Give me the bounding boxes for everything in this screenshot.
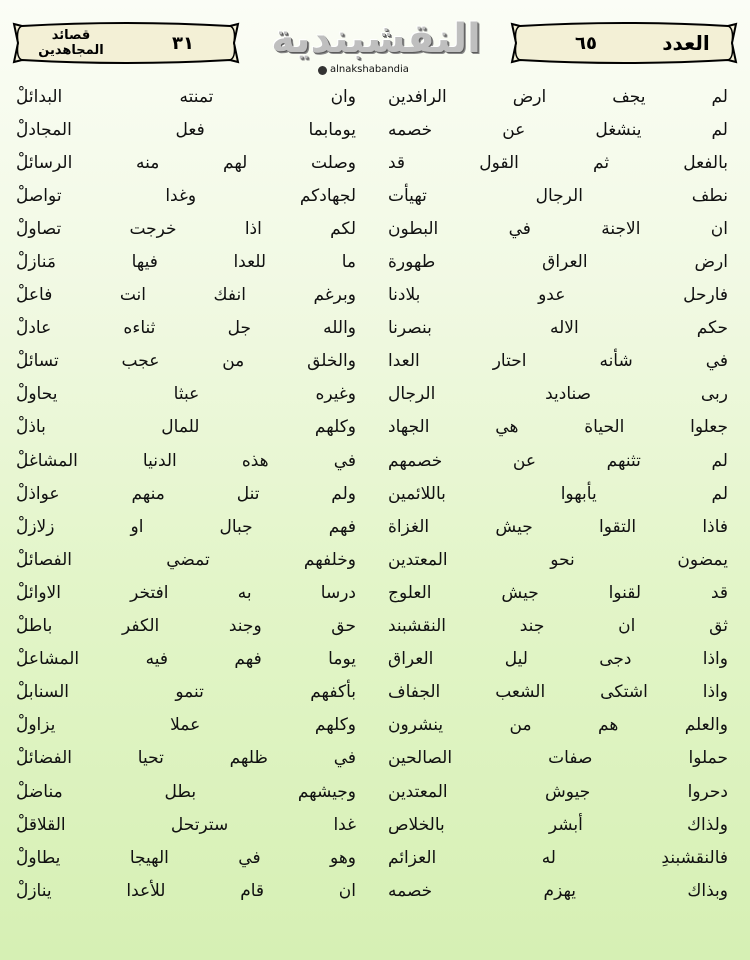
poem-number: ٣١ [172, 32, 194, 54]
site-logo [268, 14, 484, 78]
first-hemistich: بالفعل ثم القول قد [388, 152, 728, 173]
second-hemistich: وجيشهم بطل مناضلْ [16, 781, 356, 802]
poem-number-banner [8, 18, 244, 68]
poem-body [0, 80, 750, 950]
second-hemistich: في هذه الدنيا المشاغلْ [16, 450, 356, 471]
second-hemistich: ولم تنل منهم عواذلْ [16, 483, 356, 504]
couplet-row [0, 345, 750, 378]
couplet-row [0, 411, 750, 444]
couplet-row [0, 179, 750, 212]
logo-bullet-icon [318, 66, 327, 75]
first-hemistich: واذا اشتكى الشعب الجفاف [388, 682, 728, 703]
first-hemistich: فاذا التقوا جيش الغزاة [388, 516, 728, 537]
couplet-row [0, 279, 750, 312]
second-hemistich: لكم اذا خرجت تصاولْ [16, 218, 356, 239]
second-hemistich: وغيره عبثا يحاولْ [16, 384, 356, 405]
couplet-row [0, 709, 750, 742]
second-hemistich: وبرغم انفك انت فاعلْ [16, 285, 356, 306]
second-hemistich: بأكفهم تنمو السنابلْ [16, 682, 356, 703]
first-hemistich: يمضون نحو المعتدين [388, 549, 728, 570]
second-hemistich: ان قام للأعدا ينازلْ [16, 880, 356, 901]
first-hemistich: ارض العراق طهورة [388, 252, 728, 273]
couplet-row [0, 245, 750, 278]
first-hemistich: جعلوا الحياة هي الجهاد [388, 417, 728, 438]
second-hemistich: وكلهم عملا يزاولْ [16, 715, 356, 736]
couplet-row [0, 775, 750, 808]
second-hemistich: غدا سترتحل القلاقلْ [16, 814, 356, 835]
first-hemistich: فالنقشبندِ له العزائم [388, 847, 728, 868]
first-hemistich: والعلم هم من ينشرون [388, 715, 728, 736]
couplet-row [0, 808, 750, 841]
couplet-row [0, 477, 750, 510]
second-hemistich: يوما فهم فيه المشاعلْ [16, 649, 356, 670]
first-hemistich: في شأنه احتار العدا [388, 351, 728, 372]
first-hemistich: لم تثنهم عن خصمهم [388, 450, 728, 471]
first-hemistich: ان الاجنة في البطون [388, 218, 728, 239]
page-header [0, 0, 750, 82]
issue-number: ٦٥ [575, 32, 597, 54]
couplet-row [0, 841, 750, 874]
issue-label: العدد [662, 31, 710, 55]
second-hemistich: وان تمنته البدائلْ [16, 86, 356, 107]
second-hemistich: يومابما فعل المجادلْ [16, 119, 356, 140]
category-line-2: المجاهدين [38, 43, 104, 58]
second-hemistich: في ظلهم تحيا الفضائلْ [16, 748, 356, 769]
second-hemistich: وخلفهم تمضي الفصائلْ [16, 549, 356, 570]
couplet-row [0, 510, 750, 543]
couplet-row [0, 543, 750, 576]
second-hemistich: والخلق من عجب تسائلْ [16, 351, 356, 372]
second-hemistich: والله جل ثناءه عادلْ [16, 318, 356, 339]
second-hemistich: ما للعدا فيها مَنازلْ [16, 252, 356, 273]
second-hemistich: فهم جبال او زلازلْ [16, 516, 356, 537]
second-hemistich: درسا به افتخر الاوائلْ [16, 582, 356, 603]
couplet-row [0, 576, 750, 609]
couplet-row [0, 212, 750, 245]
first-hemistich: وبذاك يهزم خصمه [388, 880, 728, 901]
second-hemistich: لجهادكم وغدا تواصلْ [16, 185, 356, 206]
first-hemistich: حكم الاله بنصرنا [388, 318, 728, 339]
second-hemistich: وهو في الهيجا يطاولْ [16, 847, 356, 868]
second-hemistich: حق وجند الكفر باطلْ [16, 616, 356, 637]
first-hemistich: ثق ان جند النقشبند [388, 616, 728, 637]
first-hemistich: لم يجف ارض الرافدين [388, 86, 728, 107]
category-line-1: قصائد [51, 28, 91, 43]
couplet-row [0, 378, 750, 411]
first-hemistich: ولذاك أبشر بالخلاص [388, 814, 728, 835]
first-hemistich: لم ينشغل عن خصمه [388, 119, 728, 140]
couplet-row [0, 643, 750, 676]
first-hemistich: قد لقنوا جيش العلوج [388, 582, 728, 603]
couplet-row [0, 113, 750, 146]
couplet-row [0, 312, 750, 345]
first-hemistich: دحروا جيوش المعتدين [388, 781, 728, 802]
first-hemistich: لم يأبهوا باللائمين [388, 483, 728, 504]
couplet-row [0, 146, 750, 179]
first-hemistich: حملوا صفات الصالحين [388, 748, 728, 769]
logo-latin-text: alnakshabandia [330, 64, 409, 75]
category-label [26, 18, 116, 68]
first-hemistich: واذا دجى ليل العراق [388, 649, 728, 670]
first-hemistich: نطف الرجال تهيأت [388, 185, 728, 206]
first-hemistich: فارحل عدو بلادنا [388, 285, 728, 306]
second-hemistich: وصلت لهم منه الرسائلْ [16, 152, 356, 173]
issue-banner [506, 18, 742, 68]
couplet-row [0, 80, 750, 113]
couplet-row [0, 610, 750, 643]
couplet-row [0, 742, 750, 775]
logo-arabic-text: النقشبندية [271, 16, 481, 62]
first-hemistich: ربى صناديد الرجال [388, 384, 728, 405]
couplet-row [0, 874, 750, 907]
couplet-row [0, 444, 750, 477]
second-hemistich: وكلهم للمال باذلْ [16, 417, 356, 438]
couplet-row [0, 676, 750, 709]
